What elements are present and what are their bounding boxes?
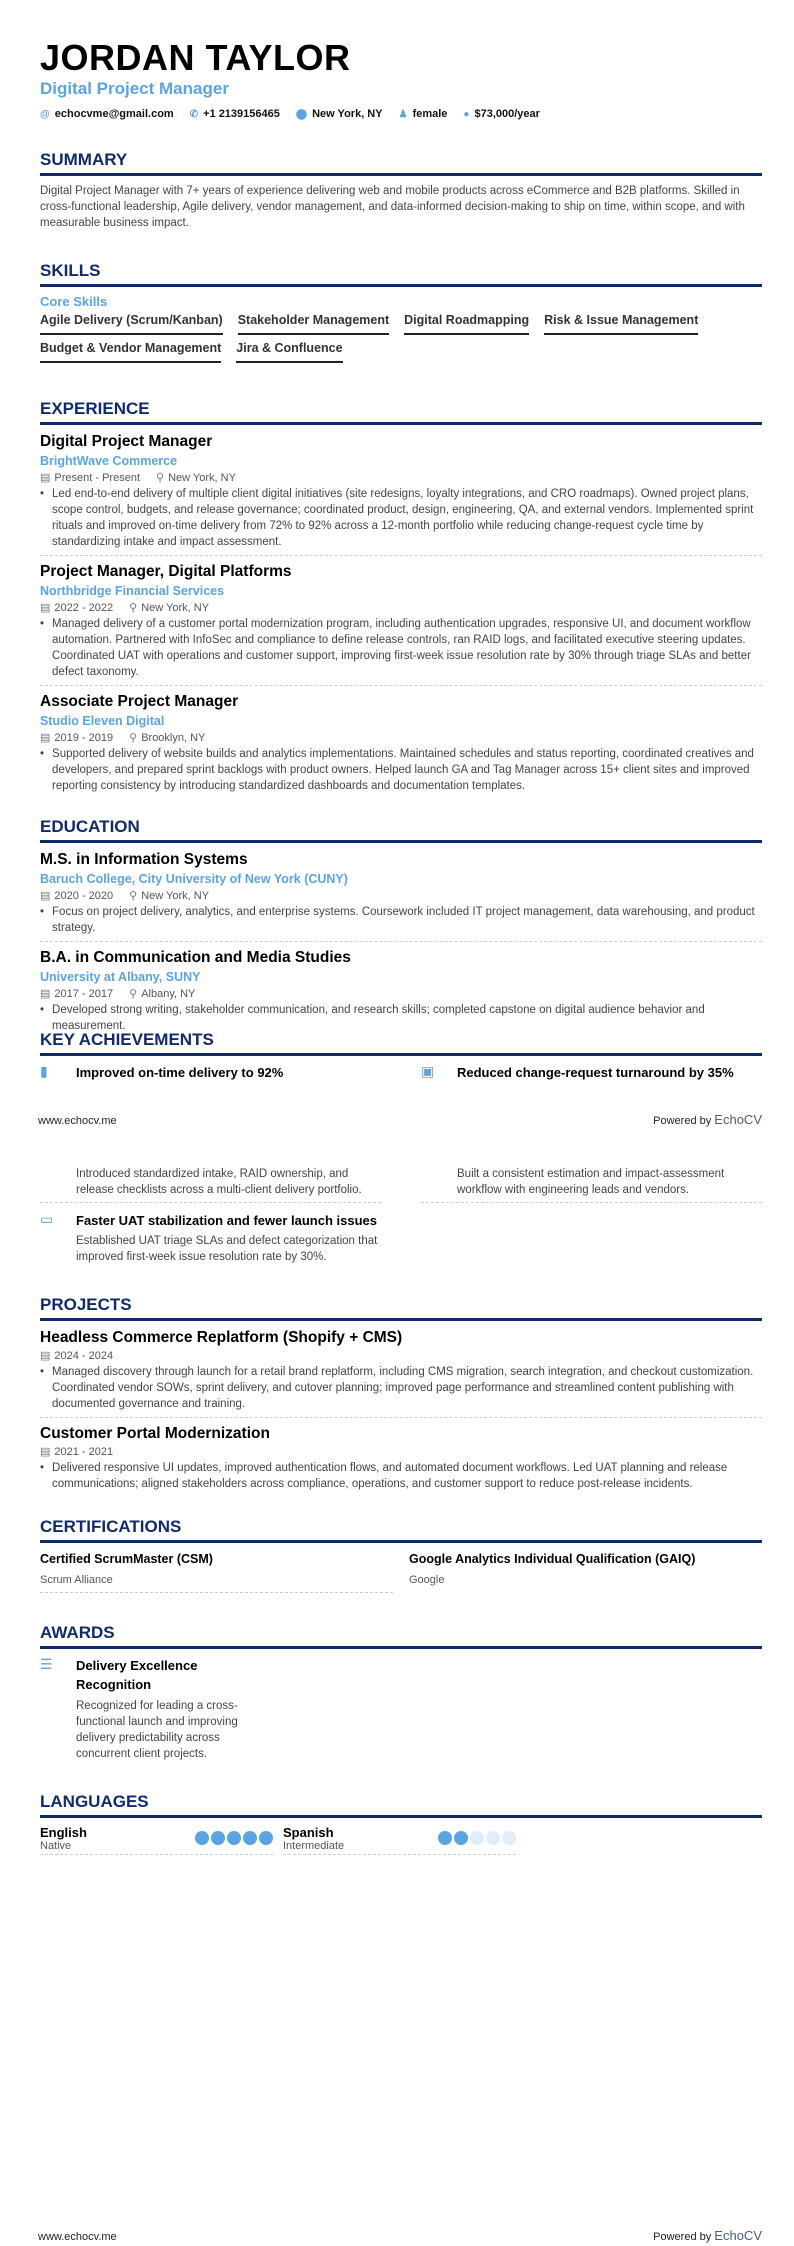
achievement-desc: Built a consistent estimation and impact-assessment workflow with engineering leads and vendors. [457,1168,725,1196]
job-meta [40,470,762,486]
rating-dot [259,1831,273,1845]
degree: B.A. in Communication and Media Studies [40,949,351,966]
contact-phone[interactable] [190,108,280,120]
project-meta [40,1348,762,1364]
job-dates: Present - Present [54,472,140,484]
language-name: Spanish [283,1825,334,1840]
bullet-text: Managed delivery of a customer portal modernization program, including authentication upgrades, responsive UI, and document workflow automation. Partnered with InfoSec and compliance to define release controls, ran RAID logs, and facilitated executive steering updates. Coordinated UAT with operations and customer support, improving first-week issue resolution rate by 30% through triage SLAs and better defect taxonomy. [52,618,751,678]
project-bullet: • Delivered responsive UI updates, improved authentication flows, and automated document workflows. Led UAT planning and release communications; aligned stakeholders across compliance, operations, and customer support to reduce post-release incidents. [40,1460,762,1492]
footer-site-link[interactable]: www.echocv.me [38,2231,117,2243]
bookmark-icon: ▮ [40,1063,48,1079]
bullet-text: Delivered responsive UI updates, improved authentication flows, and automated document workflows. Led UAT planning and release communications; aligned stakeholders across compliance, operations, and customer support to reduce post-release incidents. [52,1462,728,1490]
achievement-desc: Established UAT triage SLAs and defect categorization that improved first-week issue resolution rate by 30%. [76,1235,378,1263]
edu-location: Albany, NY [141,988,196,1000]
achievement-grid-top [40,1063,762,1082]
award-desc: Recognized for leading a cross-functional launch and improving delivery predictability across concurrent client projects. [76,1700,238,1760]
experience-item [40,562,762,686]
skill-tag: Stakeholder Management [238,313,389,335]
contact-list [40,108,762,120]
section-heading: SKILLS [40,261,762,287]
skills-section [40,261,762,363]
certification-item [40,1550,393,1593]
job-location: New York, NY [141,602,210,614]
project-dates: 2024 - 2024 [54,1350,114,1362]
achievement-title: Reduced change-request turnaround by 35% [457,1065,734,1080]
achievement-item [40,1211,381,1265]
rating-dot [438,1831,452,1845]
language-item [40,1825,273,1855]
rating-dot [454,1831,468,1845]
section-heading: PROJECTS [40,1295,762,1321]
location-icon: ⚲ [129,988,138,1000]
user-icon: ♟ [398,108,408,120]
section-heading: LANGUAGES [40,1792,762,1818]
achievement-item [421,1063,762,1082]
rating-dot [195,1831,209,1845]
location-icon: ⚲ [129,732,138,744]
powered-text: Powered by [653,2231,712,2243]
calendar-icon: ▤ [40,732,51,744]
job-location: New York, NY [168,472,236,484]
achievement-grid-bottom [40,1166,762,1265]
job-dates: 2019 - 2019 [54,732,114,744]
location-icon: ⚲ [156,472,165,484]
location-text: New York, NY [312,108,383,120]
language-rating [195,1831,273,1852]
brand-logo: EchoCV [714,2228,762,2243]
job-bullet: • Led end-to-end delivery of multiple client digital initiatives (site redesigns, loyalty integrations, and CRO roadmaps). Owned project plans, scope control, budgets, and release governance; coordinated product, design, engineering, QA, and external vendors. Implemented sprint rituals and improved on-time delivery from 72% to 92% across a 12-month portfolio while reducing change-request cycle time by standardizing intake and impact assessment. [40,486,762,550]
achievement-desc: Introduced standardized intake, RAID ownership, and release checklists across a multi-client delivery portfolio. [76,1168,362,1196]
candidate-name: JORDAN TAYLOR [40,37,351,78]
rating-dot [243,1831,257,1845]
contact-gender [399,108,448,120]
location-icon: ⚲ [129,890,138,902]
contact-location [296,108,383,120]
company-name: Studio Eleven Digital [40,714,165,728]
award-title: Delivery Excellence Recognition [76,1658,198,1692]
job-bullet: • Managed delivery of a customer portal modernization program, including authentication upgrades, responsive UI, and document workflow automation. Partnered with InfoSec and compliance to define release controls, ran RAID logs, and facilitated executive steering updates. Coordinated UAT with operations and customer support, improving first-week issue resolution rate by 30% through triage SLAs and better defect taxonomy. [40,616,762,680]
award-item [40,1656,270,1762]
language-item [283,1825,516,1855]
education-section [40,817,762,1039]
footer-site-link[interactable]: www.echocv.me [38,1115,117,1127]
language-rating [438,1831,516,1852]
skill-tag: Digital Roadmapping [404,313,529,335]
contact-salary [463,108,540,120]
cert-name: Certified ScrumMaster (CSM) [40,1552,213,1566]
salary-text: $73,000/year [474,108,540,120]
bullet-text: Supported delivery of website builds and analytics implementations. Maintained schedules and status reporting, coordinated creatives and developers, and prepared sprint backlogs with product owners. Helped launch GA and Tag Manager across 15+ client sites and improved reporting consistency by introducing standardized dashboards and documentation templates. [52,748,754,792]
job-title: Digital Project Manager [40,433,213,450]
bullet-text: Focus on project delivery, analytics, and enterprise systems. Coursework included IT project management, data warehousing, and product strategy. [52,906,755,934]
page-two [40,1166,762,1855]
rating-dot [486,1831,500,1845]
skill-group-title: Core Skills [40,294,108,309]
skill-tag: Budget & Vendor Management [40,341,221,363]
gender-text: female [412,108,448,120]
bullet-text: Managed discovery through launch for a retail brand replatform, including CMS migration, search integration, and checkout customization. Coordinated vendor SOWs, sprint delivery, and cutover planning; improved page performance and streamlined content publishing with documented governance and training. [52,1366,754,1410]
calendar-icon: ▤ [40,602,51,614]
project-title: Headless Commerce Replatform (Shopify + CMS) [40,1329,403,1346]
page-footer [38,2228,762,2243]
cert-issuer: Scrum Alliance [40,1574,113,1586]
section-heading: KEY ACHIEVEMENTS [40,1030,762,1056]
awards-section [40,1623,762,1762]
achievement-title: Faster UAT stabilization and fewer launch issues [76,1213,377,1228]
powered-text: Powered by [653,1115,712,1127]
section-heading: CERTIFICATIONS [40,1517,762,1543]
badge-icon: ▭ [40,1211,54,1227]
calendar-icon: ▤ [40,988,51,1000]
company-name: Northbridge Financial Services [40,584,225,598]
achievement-item [40,1063,381,1082]
job-bullet: • Supported delivery of website builds and analytics implementations. Maintained schedules and status reporting, coordinated creatives and developers, and prepared sprint backlogs with product owners. Helped launch GA and Tag Manager across 15+ client sites and improved reporting consistency by introducing standardized dashboards and documentation templates. [40,746,762,794]
certification-item [409,1550,762,1593]
certifications-section [40,1517,762,1593]
projects-section [40,1295,762,1497]
skill-list [40,313,762,363]
section-heading: EXPERIENCE [40,399,762,425]
project-dates: 2021 - 2021 [54,1446,114,1458]
project-bullet: • Managed discovery through launch for a retail brand replatform, including CMS migration, search integration, and checkout customization. Coordinated vendor SOWs, sprint delivery, and cutover planning; improved page performance and streamlined content publishing with documented governance and training. [40,1364,762,1412]
rating-dot [227,1831,241,1845]
language-level: Intermediate [283,1840,345,1852]
bullet-text: Led end-to-end delivery of multiple client digital initiatives (site redesigns, loyalty integrations, and CRO roadmaps). Owned project plans, scope control, budgets, and release governance; coordinated product, design, engineering, QA, and external vendors. Implemented sprint rituals and improved on-time delivery from 72% to 92% across a 12-month portfolio while reducing change-request cycle time by standardizing intake and impact assessment. [52,488,754,548]
section-heading: EDUCATION [40,817,762,843]
candidate-title: Digital Project Manager [40,79,229,98]
section-heading: SUMMARY [40,150,762,176]
salary-icon: ● [463,108,470,120]
calendar-icon: ▤ [40,472,51,484]
phone-text: +1 2139156465 [203,108,280,120]
language-name: English [40,1825,87,1840]
job-dates: 2022 - 2022 [54,602,114,614]
edu-meta [40,888,762,904]
page-footer [38,1112,762,1127]
bullet-text: Developed strong writing, stakeholder communication, and research skills; completed capstone on digital audience behavior and measurement. [52,1004,705,1032]
chart-icon: ▣ [421,1063,435,1079]
education-item [40,948,762,1039]
cert-name: Google Analytics Individual Qualification (GAIQ) [409,1552,696,1566]
edu-dates: 2020 - 2020 [54,890,114,902]
experience-item [40,432,762,556]
job-meta [40,600,762,616]
email-text: echocvme@gmail.com [54,108,174,120]
footer-powered [653,1112,762,1127]
language-level: Native [40,1840,72,1852]
experience-item [40,692,762,799]
experience-section [40,399,762,799]
award-icon: ☰ [40,1656,53,1672]
project-meta [40,1444,762,1460]
calendar-icon: ▤ [40,1446,51,1458]
section-heading: AWARDS [40,1623,762,1649]
project-item [40,1424,762,1497]
page-one [40,37,762,1045]
calendar-icon: ▤ [40,890,51,902]
edu-bullet: • Focus on project delivery, analytics, and enterprise systems. Coursework included IT project management, data warehousing, and product strategy. [40,904,762,936]
footer-powered [653,2228,762,2243]
achievements-section [40,1030,762,1082]
contact-email[interactable] [40,108,174,120]
school-name: Baruch College, City University of New York (CUNY) [40,872,348,886]
company-name: BrightWave Commerce [40,454,178,468]
skill-tag: Risk & Issue Management [544,313,698,335]
phone-icon: ✆ [189,108,199,120]
cert-issuer: Google [409,1574,445,1586]
languages-section [40,1792,762,1855]
job-title: Associate Project Manager [40,693,239,710]
calendar-icon: ▤ [40,1350,51,1362]
edu-meta [40,986,762,1002]
at-icon: @ [40,108,50,120]
brand-logo: EchoCV [714,1112,762,1127]
skill-tag: Agile Delivery (Scrum/Kanban) [40,313,223,335]
school-name: University at Albany, SUNY [40,970,201,984]
education-item [40,850,762,942]
summary-section [40,150,762,231]
location-icon: ⬤ [295,108,308,120]
edu-bullet: • Developed strong writing, stakeholder communication, and research skills; completed capstone on digital audience behavior and measurement. [40,1002,762,1034]
rating-dot [211,1831,225,1845]
edu-dates: 2017 - 2017 [54,988,114,1000]
location-icon: ⚲ [129,602,138,614]
job-location: Brooklyn, NY [141,732,206,744]
rating-dot [470,1831,484,1845]
job-meta [40,730,762,746]
edu-location: New York, NY [141,890,210,902]
skill-tag: Jira & Confluence [236,341,342,363]
job-title: Project Manager, Digital Platforms [40,563,292,580]
summary-text: Digital Project Manager with 7+ years of experience delivering web and mobile products across eCommerce and B2B platforms. Skilled in cross-functional leadership, Agile delivery, vendor management, and data-informed decision-making to ship on time, within scope, and with measurable business impact. [40,185,745,229]
achievement-title: Improved on-time delivery to 92% [76,1065,284,1080]
degree: M.S. in Information Systems [40,851,248,868]
rating-dot [502,1831,516,1845]
project-title: Customer Portal Modernization [40,1425,270,1442]
project-item [40,1328,762,1418]
